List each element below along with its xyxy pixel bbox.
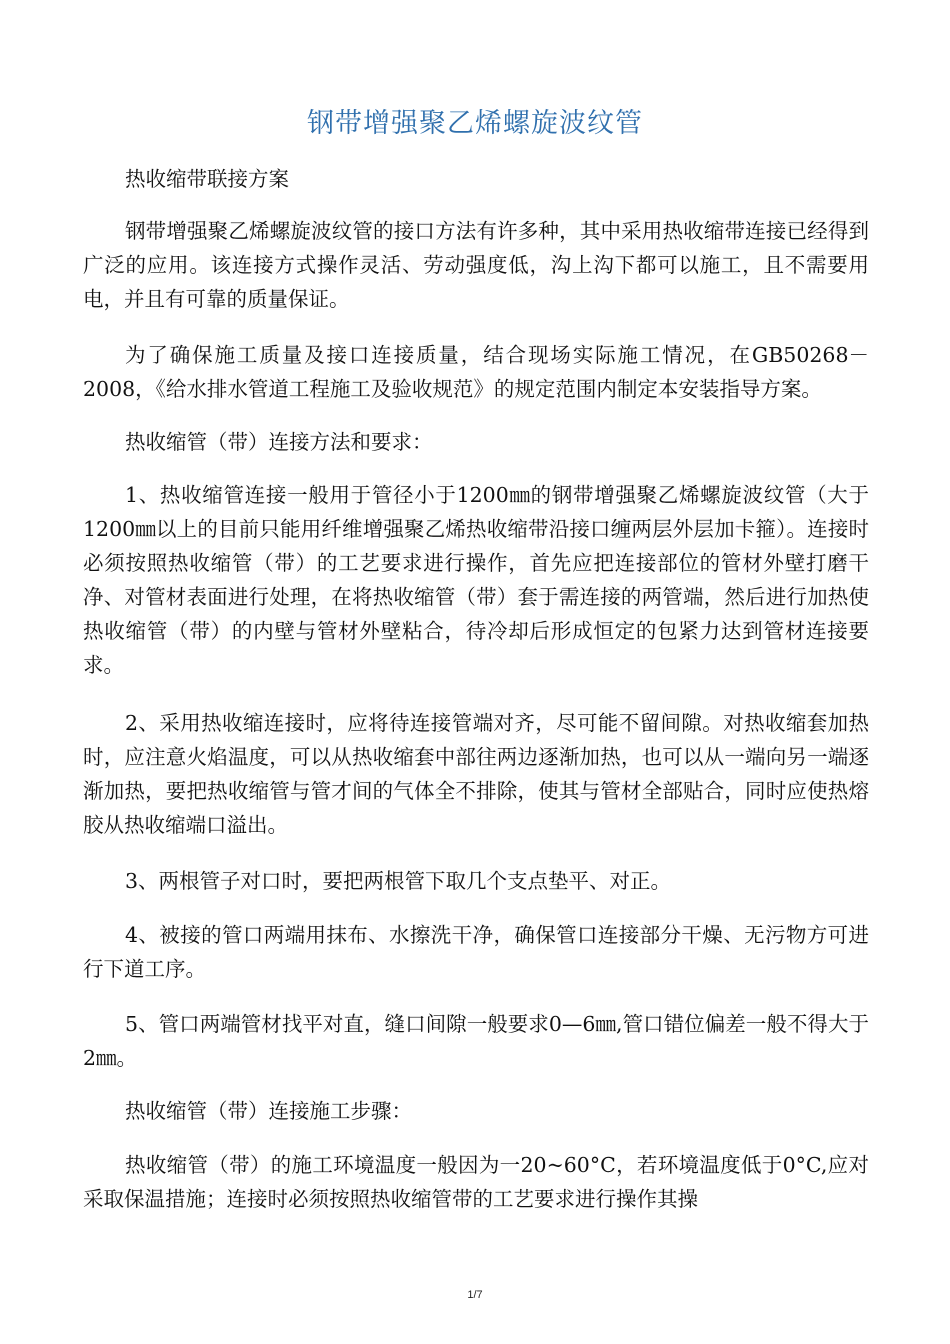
paragraph-item-2: 2、采用热收缩连接时，应将待连接管端对齐，尽可能不留间隙。对热收缩套加热时，应注意火焰温度，可以从热收缩套中部往两边逐渐加热，也可以从一端向另一端逐渐加热，要把热收缩管与管才间的气体全不排除，使其与管材全部贴合，同时应使热熔胶从热收缩端口溢出。: [83, 711, 869, 837]
section-heading-heat-shrink-joint: 热收缩带联接方案: [125, 167, 289, 191]
paragraph-standard: 为了确保施工质量及接口连接质量，结合现场实际施工情况，在GB50268－2008，《给水排水管道工程施工及验收规范》的规定范围内制定本安装指导方案。: [83, 343, 869, 401]
paragraph-steps-intro: 热收缩管（带）的施工环境温度一般因为一20~60°C，若环境温度低于0°C,应对采取保温措施；连接时必须按照热收缩管带的工艺要求进行操作其操: [83, 1153, 869, 1211]
page-number: 1/7: [467, 1289, 483, 1301]
document-title: 钢带增强聚乙烯螺旋波纹管: [307, 108, 643, 139]
paragraph-item-3: 3、两根管子对口时，要把两根管下取几个支点垫平、对正。: [125, 869, 672, 893]
paragraph-intro: 钢带增强聚乙烯螺旋波纹管的接口方法有许多种，其中采用热收缩带连接已经得到广泛的应用。该连接方式操作灵活、劳动强度低，沟上沟下都可以施工，且不需要用电，并且有可靠的质量保证。: [83, 219, 869, 311]
paragraph-item-1: 1、热收缩管连接一般用于管径小于1200㎜的钢带增强聚乙烯螺旋波纹管（大于1200㎜以上的目前只能用纤维增强聚乙烯热收缩带沿接口缠两层外层加卡箍）。连接时必须按照热收缩管（带）的工艺要求进行操作，首先应把连接部位的管材外壁打磨干净、对管材表面进行处理，在将热收缩管（带）套于需连接的两管端，然后进行加热使热收缩管（带）的内壁与管材外壁粘合，待冷却后形成恒定的包紧力达到管材连接要求。: [83, 483, 869, 677]
paragraph-item-5: 5、管口两端管材找平对直，缝口间隙一般要求0—6㎜,管口错位偏差一般不得大于2㎜。: [83, 1012, 869, 1070]
section-heading-method: 热收缩管（带）连接方法和要求：: [125, 430, 433, 454]
section-heading-steps: 热收缩管（带）连接施工步骤：: [125, 1099, 412, 1123]
paragraph-item-4: 4、被接的管口两端用抹布、水擦洗干净，确保管口连接部分干燥、无污物方可进行下道工序。: [83, 923, 869, 981]
